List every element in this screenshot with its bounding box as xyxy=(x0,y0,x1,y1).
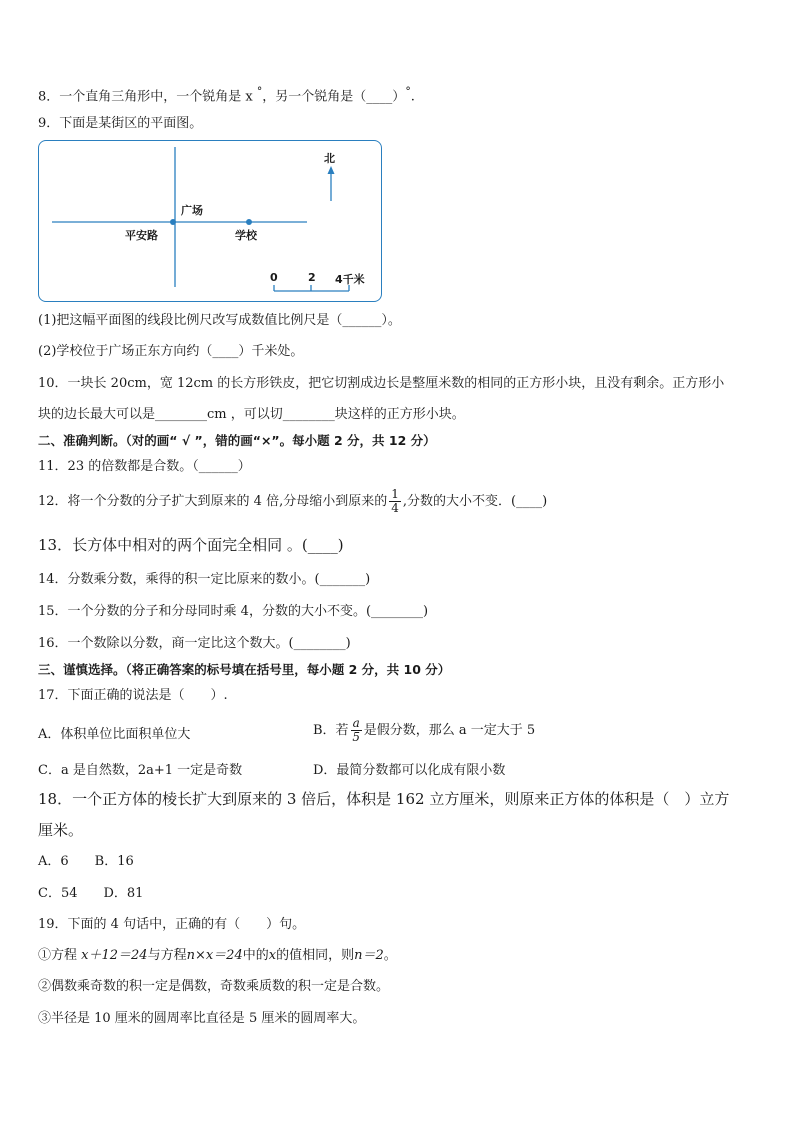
fraction-numerator: a xyxy=(352,716,360,730)
road-label: 平安路 xyxy=(125,229,158,242)
q19-statement-3: ③半径是 10 厘米的圆周率比直径是 5 厘米的圆周率大。 xyxy=(38,1011,366,1026)
variable-x: x xyxy=(268,948,277,963)
q8-blank: ，另一个锐角是（____） xyxy=(262,89,406,105)
north-label: 北 xyxy=(324,152,335,165)
q17-b-end: 是假分数，那么 a 一定大于 5 xyxy=(363,723,536,738)
q17-option-c: C．a 是自然数，2a+1 一定是奇数 xyxy=(38,763,243,778)
q17-option-d: D．最简分数都可以化成有限小数 xyxy=(313,763,506,778)
question-13: 13．长方体中相对的两个面完全相同 。(____) xyxy=(38,536,344,554)
equation-3: n＝2 xyxy=(354,948,384,963)
fraction-a-over-5 xyxy=(351,717,362,744)
question-16: 16．一个数除以分数，商一定比这个数大。(________) xyxy=(38,636,351,651)
question-17-stem: 17．下面正确的说法是（ ）. xyxy=(38,688,228,703)
question-14: 14．分数乘分数，乘得的积一定比原来的数小。(_______) xyxy=(38,572,371,587)
question-10-line-2: 块的边长最大可以是________cm ，可以切________块这样的正方形小块。 xyxy=(38,407,465,422)
q12-end: ,分数的大小不变．(____) xyxy=(402,494,548,509)
q19-statement-2: ②偶数乘奇数的积一定是偶数，奇数乘质数的积一定是合数。 xyxy=(38,979,390,994)
fraction-one-quarter xyxy=(389,488,401,515)
s1-part: 与方程 xyxy=(147,948,187,963)
q17-option-b xyxy=(313,713,535,749)
question-11: 11．23 的倍数都是合数。（______） xyxy=(38,459,251,474)
section-3-heading: 三、谨慎选择。（将正确答案的标号填在括号里，每小题 2 分，共 10 分） xyxy=(38,662,451,677)
street-map xyxy=(38,140,382,302)
question-19-stem: 19．下面的 4 句话中，正确的有（ ）句。 xyxy=(38,917,306,932)
scale-label-4: 4千米 xyxy=(335,273,365,286)
q12-text: 12．将一个分数的分子扩大到原来的 4 倍,分母缩小到原来的 xyxy=(38,494,388,509)
school-dot xyxy=(246,219,252,225)
north-arrow-head xyxy=(328,166,335,174)
degree-sign: ° xyxy=(405,85,411,98)
question-18-line-2: 厘米。 xyxy=(38,821,84,839)
q8-end: . xyxy=(410,89,415,105)
question-18-line-1: 18．一个正方体的棱长扩大到原来的 3 倍后，体积是 162 立方厘米，则原来正方体的体积是（ ）立方 xyxy=(38,790,730,808)
s1-part: 中的 xyxy=(242,948,269,963)
s1-part: 的值相同，则 xyxy=(276,948,355,963)
scale-label-2: 2 xyxy=(308,271,316,284)
fraction-denominator: 5 xyxy=(352,730,360,744)
plaza-label: 广场 xyxy=(181,204,203,217)
question-9-stem: 9．下面是某街区的平面图。 xyxy=(38,116,203,131)
question-9-part-2: (2)学校位于广场正东方向约（____）千米处。 xyxy=(38,344,304,359)
s1-part: 。 xyxy=(383,948,397,963)
q18-options-cd: C．54 D．81 xyxy=(38,886,144,901)
fraction-numerator: 1 xyxy=(391,487,399,501)
q19-statement-1 xyxy=(38,947,397,965)
section-2-heading: 二、准确判断。（对的画“ √ ”，错的画“×”。每小题 2 分，共 12 分） xyxy=(38,433,436,448)
question-15: 15．一个分数的分子和分母同时乘 4，分数的大小不变。(________) xyxy=(38,604,429,619)
question-10-line-1: 10．一块长 20cm，宽 12cm 的长方形铁皮，把它切割成边长是整厘米数的相同的正方形小块，且没有剩余。正方形小 xyxy=(38,376,725,391)
degree-sign: ° xyxy=(256,85,263,98)
question-9-part-1: (1)把这幅平面图的线段比例尺改写成数值比例尺是（______）。 xyxy=(38,313,401,328)
school-label: 学校 xyxy=(235,229,257,242)
scale-label-0: 0 xyxy=(270,271,278,284)
fraction-denominator: 4 xyxy=(391,501,399,515)
equation-1: x＋12＝24 xyxy=(81,948,148,963)
plaza-dot xyxy=(170,219,176,225)
question-12 xyxy=(38,484,547,520)
q17-b-text: B．若 xyxy=(313,723,349,738)
q18-options-ab: A．6 B．16 xyxy=(38,854,134,869)
q8-text: 8．一个直角三角形中，一个锐角是 x xyxy=(38,89,257,105)
question-8 xyxy=(38,83,415,106)
equation-2: n×x＝24 xyxy=(186,948,243,963)
q17-option-a: A．体积单位比面积单位大 xyxy=(38,727,191,742)
s1-part: ①方程 xyxy=(38,948,82,963)
